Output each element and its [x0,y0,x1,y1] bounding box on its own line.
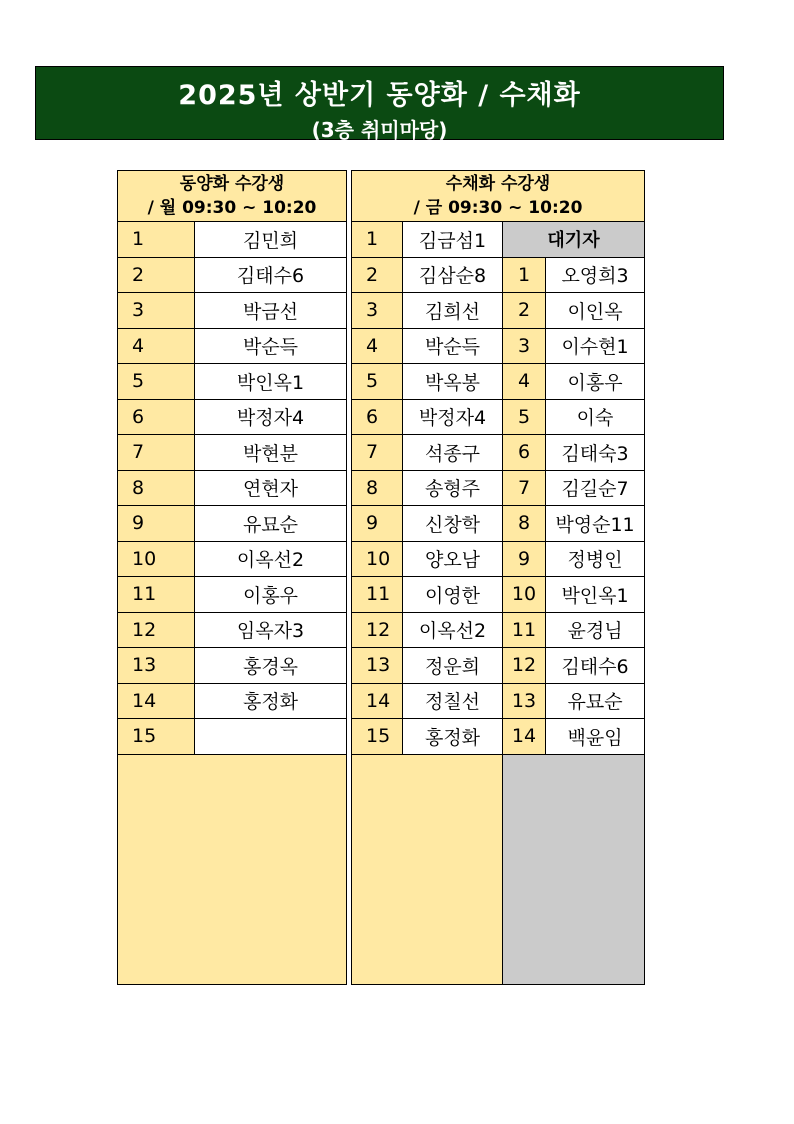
table-row [352,328,645,364]
row-number: 9 [352,506,403,542]
student-name: 김희선 [403,293,503,329]
waitlist-number: 6 [503,435,546,471]
table-row [352,612,645,648]
table-row [118,612,347,648]
student-name: 이영한 [403,577,503,613]
student-name: 이홍우 [195,577,347,613]
waitlist-number: 13 [503,683,546,719]
row-number: 8 [352,470,403,506]
table-row [118,435,347,471]
row-number: 9 [118,506,195,542]
filler-row [118,754,347,984]
table-row [118,399,347,435]
empty-waitlist-area [503,754,645,984]
waitlist-number: 5 [503,399,546,435]
empty-area [118,754,347,984]
row-number: 15 [352,719,403,755]
student-name: 박금선 [195,293,347,329]
filler-row [352,754,645,984]
table-row [118,506,347,542]
row-number: 6 [352,399,403,435]
row-number: 1 [118,222,195,258]
table-row [352,719,645,755]
student-name: 김민희 [195,222,347,258]
student-name: 양오남 [403,541,503,577]
waitlist-number: 7 [503,470,546,506]
empty-area [352,754,503,984]
page-title: 2025년 상반기 동양화 / 수채화 [178,80,581,111]
table-row [352,541,645,577]
oriental-header [118,171,347,222]
row-number: 10 [352,541,403,577]
waitlist-name: 윤경님 [546,612,645,648]
student-name: 신창학 [403,506,503,542]
row-number: 14 [118,683,195,719]
row-number: 14 [352,683,403,719]
row-number: 12 [118,612,195,648]
waitlist-name: 정병인 [546,541,645,577]
waitlist-name: 유묘순 [546,683,645,719]
row-number: 10 [118,541,195,577]
student-name: 정칠선 [403,683,503,719]
oriental-header-title: 동양화 수강생 [179,174,285,194]
student-name: 석종구 [403,435,503,471]
student-name: 이옥선2 [195,541,347,577]
waitlist-name: 이숙 [546,399,645,435]
student-name: 김금섬1 [403,222,503,258]
student-name: 박현분 [195,435,347,471]
student-name: 박정자4 [195,399,347,435]
row-number: 15 [118,719,195,755]
table-row [118,577,347,613]
row-number: 5 [352,364,403,400]
watercolor-header-schedule: / 금 09:30 ~ 10:20 [413,198,583,218]
table-row [118,364,347,400]
waitlist-number: 8 [503,506,546,542]
student-name: 홍정화 [195,683,347,719]
watercolor-header [352,171,645,222]
row-number: 11 [352,577,403,613]
row-number: 5 [118,364,195,400]
table-row [352,470,645,506]
row-number: 2 [352,257,403,293]
row-number: 8 [118,470,195,506]
row-number: 6 [118,399,195,435]
student-name: 박옥봉 [403,364,503,400]
waitlist-name: 이홍우 [546,364,645,400]
watercolor-header-title: 수채화 수강생 [445,174,551,194]
row-number: 11 [118,577,195,613]
row-number: 4 [352,328,403,364]
student-name: 김태수6 [195,257,347,293]
row-number: 13 [118,648,195,684]
waitlist-number: 1 [503,257,546,293]
waitlist-number: 4 [503,364,546,400]
student-name: 연현자 [195,470,347,506]
table-row [118,257,347,293]
table-row [118,470,347,506]
page-subtitle: (3층 취미마당) [311,118,448,142]
table-row [352,399,645,435]
student-name: 이옥선2 [403,612,503,648]
table-row [352,364,645,400]
student-name: 유묘순 [195,506,347,542]
table-row [118,222,347,258]
waitlist-number: 12 [503,648,546,684]
table-row [118,683,347,719]
waitlist-name: 이수현1 [546,328,645,364]
oriental-painting-table [117,170,347,985]
table-row [118,328,347,364]
student-name: 박정자4 [403,399,503,435]
table-row [352,435,645,471]
table-row [118,293,347,329]
student-name: 박인옥1 [195,364,347,400]
row-number: 3 [118,293,195,329]
table-row [352,293,645,329]
table-row [352,577,645,613]
table-row [352,683,645,719]
student-name: 임옥자3 [195,612,347,648]
waitlist-name: 이인옥 [546,293,645,329]
student-name: 홍경옥 [195,648,347,684]
student-name: 김삼순8 [403,257,503,293]
row-number: 7 [352,435,403,471]
watercolor-table [351,170,645,985]
table-row [352,257,645,293]
row-number: 4 [118,328,195,364]
title-banner [35,66,724,140]
student-name: 송형주 [403,470,503,506]
table-row [118,719,347,755]
oriental-header-schedule: / 월 09:30 ~ 10:20 [147,198,317,218]
waitlist-header: 대기자 [503,222,645,258]
waitlist-name: 김길순7 [546,470,645,506]
row-number: 13 [352,648,403,684]
row-number: 3 [352,293,403,329]
table-row [352,506,645,542]
waitlist-number: 3 [503,328,546,364]
student-name [195,719,347,755]
student-name: 정운희 [403,648,503,684]
row-number: 1 [352,222,403,258]
student-name: 홍정화 [403,719,503,755]
row-number: 2 [118,257,195,293]
student-name: 박순득 [195,328,347,364]
table-row [118,541,347,577]
waitlist-name: 박영순11 [546,506,645,542]
waitlist-name: 박인옥1 [546,577,645,613]
table-row [118,648,347,684]
waitlist-number: 10 [503,577,546,613]
waitlist-number: 2 [503,293,546,329]
student-name: 박순득 [403,328,503,364]
waitlist-number: 11 [503,612,546,648]
waitlist-name: 김태수6 [546,648,645,684]
waitlist-number: 9 [503,541,546,577]
waitlist-name: 김태숙3 [546,435,645,471]
waitlist-number: 14 [503,719,546,755]
table-row [352,222,645,258]
table-row [352,648,645,684]
row-number: 12 [352,612,403,648]
row-number: 7 [118,435,195,471]
waitlist-name: 오영희3 [546,257,645,293]
waitlist-name: 백윤임 [546,719,645,755]
